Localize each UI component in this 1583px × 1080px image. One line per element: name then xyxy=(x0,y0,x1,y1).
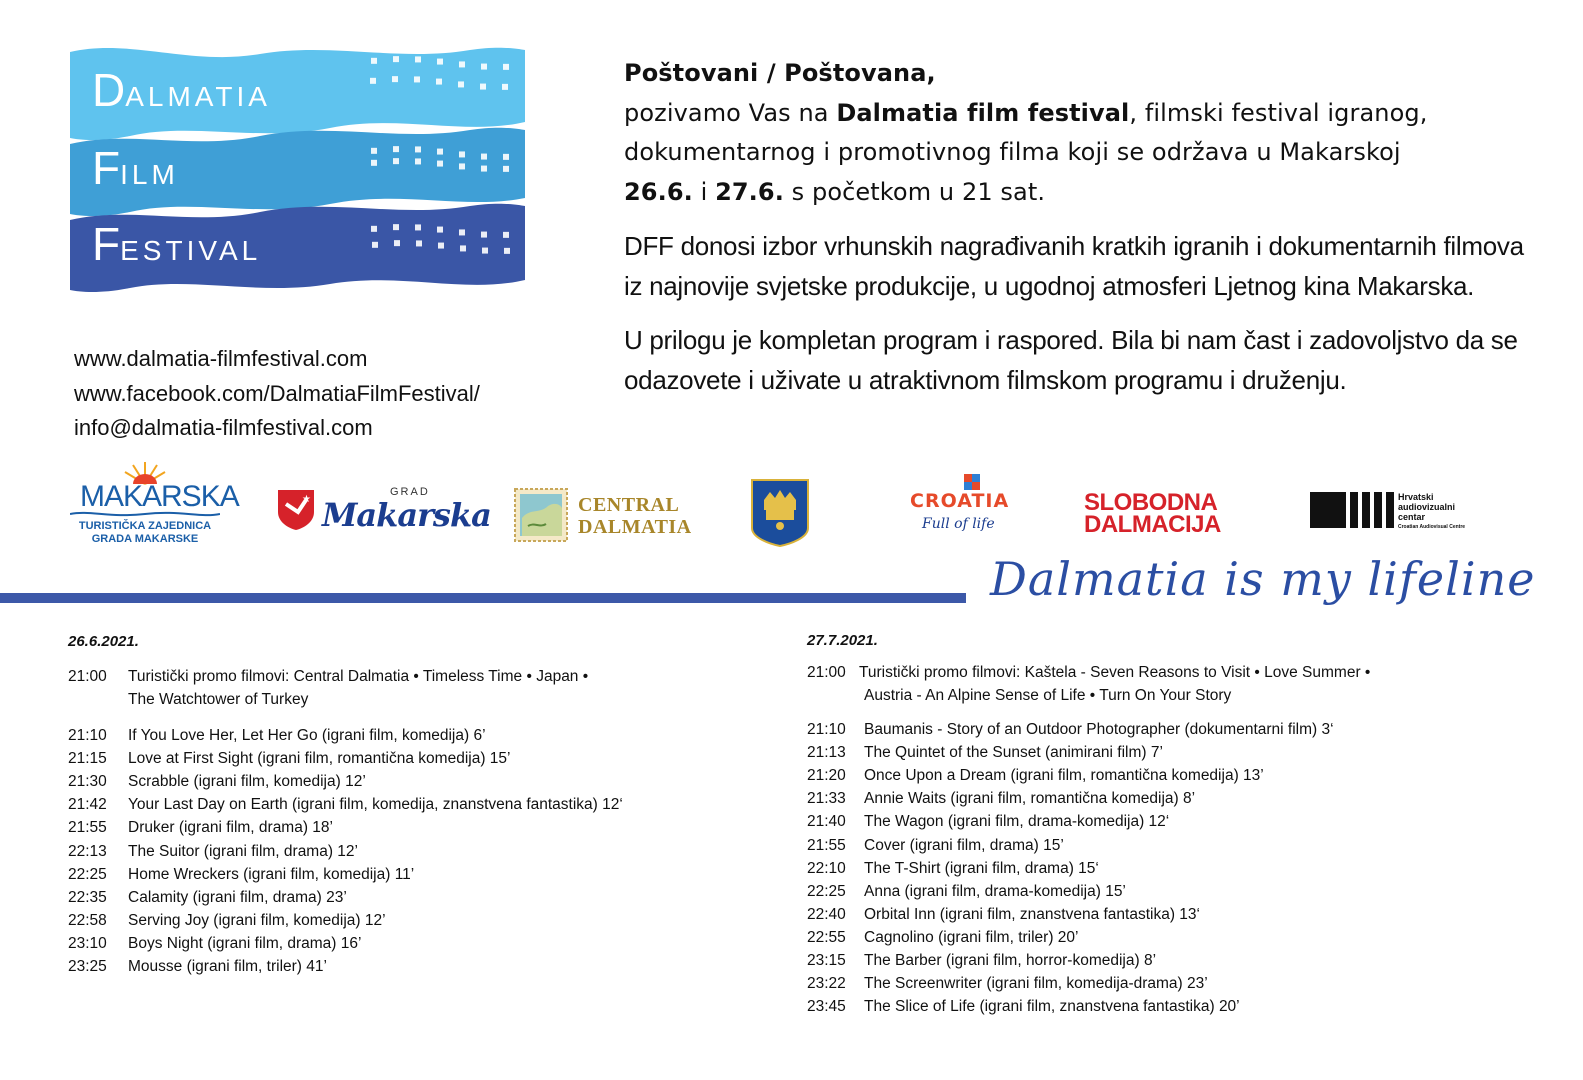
day2-intro-line1: Turistički promo filmovi: Kaštela - Seven Reasons to Visit • Love Summer • xyxy=(859,664,1371,681)
makarska-tz-sub1: TURISTIČKA ZAJEDNICA xyxy=(78,520,212,532)
svg-text:★: ★ xyxy=(302,494,311,505)
croatia-name: CROATIA xyxy=(910,490,1010,512)
central-line2: DALMATIA xyxy=(578,516,692,538)
p1-and: i xyxy=(692,177,716,206)
schedule-day-2 xyxy=(807,0,1567,1080)
day2-film-time: 21:10 xyxy=(807,721,846,738)
day1-film-title: Love at First Sight (igrani film, romantična komedija) 15’ xyxy=(128,750,511,768)
day2-film-title: The Screenwriter (igrani film, komedija-drama) 23’ xyxy=(864,975,1208,993)
day2-film-time: 23:22 xyxy=(807,975,846,993)
day1-film-title: If You Love Her, Let Her Go (igrani film, komedija) 6’ xyxy=(128,727,486,744)
day1-film-time: 21:15 xyxy=(68,750,107,768)
day2-film-time: 23:45 xyxy=(807,998,846,1016)
day1-film-title: Scrabble (igrani film, komedija) 12’ xyxy=(128,773,366,791)
logo-line1: DALMATIA xyxy=(92,64,271,116)
day1-film-title: Your Last Day on Earth (igrani film, komedija, znanstvena fantastika) 12‘ xyxy=(128,796,623,814)
day1-intro-line2: The Watchtower of Turkey xyxy=(128,691,309,708)
day1-film-title: Mousse (igrani film, triler) 41’ xyxy=(128,958,327,975)
hac-line4: Croatian Audiovisual Centre xyxy=(1398,524,1466,530)
day1-intro-line1: Turistički promo filmovi: Central Dalmatia • Timeless Time • Japan • xyxy=(128,668,589,685)
day1-film-time: 22:13 xyxy=(68,842,107,860)
day1-film-title: Serving Joy (igrani film, komedija) 12’ xyxy=(128,911,386,929)
p1-end: s početkom u 21 sat. xyxy=(783,177,1046,206)
day2-film-time: 21:20 xyxy=(807,767,846,785)
day1-film-title: Home Wreckers (igrani film, komedija) 11’ xyxy=(128,865,415,883)
day2-film-time: 22:40 xyxy=(807,905,846,923)
day1-film-time: 23:25 xyxy=(68,958,107,975)
makarska-tz-title: MAKARSKA xyxy=(80,480,239,513)
festival-name: Dalmatia film festival xyxy=(836,98,1130,127)
invitation-paragraph-3: U prilogu je kompletan program i raspored. Bila bi nam čast i zadovoljstvo da se odazovete i uživate u atraktivnom filmskom programu i druženju. xyxy=(624,325,1518,395)
day1-film-title: Boys Night (igrani film, drama) 16’ xyxy=(128,934,362,952)
p1-line2: dokumentarnog i promotivnog filma koji se održava u Makarskoj xyxy=(624,138,1401,166)
day2-film-time: 22:10 xyxy=(807,859,846,877)
day2-film-title: The Slice of Life (igrani film, znanstvena fantastika) 20’ xyxy=(864,998,1240,1016)
day2-film-time: 21:33 xyxy=(807,790,846,808)
day1-film-time: 23:10 xyxy=(68,934,107,952)
invitation-paragraph-2: DFF donosi izbor vrhunskih nagrađivanih kratkih igranih i dokumentarnih filmova iz najnovije svjetske produkcije, u ugodnoj atmosferi Ljetnog kina Makarska. xyxy=(624,231,1524,301)
hac-line2: audiovizualni xyxy=(1398,502,1456,512)
day2-film-time: 22:55 xyxy=(807,928,846,946)
day2-film-time: 23:15 xyxy=(807,952,846,969)
day2-film-title: The T-Shirt (igrani film, drama) 15‘ xyxy=(864,859,1099,877)
day2-film-title: Cagnolino (igrani film, triler) 20’ xyxy=(864,928,1079,946)
facebook-link[interactable]: www.facebook.com/DalmatiaFilmFestival/ xyxy=(74,380,480,406)
day2-film-time: 21:55 xyxy=(807,836,846,854)
day2-intro-time: 21:00 xyxy=(807,664,846,681)
day1-film-time: 22:25 xyxy=(68,865,107,883)
logo-line2: FILM xyxy=(92,142,179,194)
hac-line3: centar xyxy=(1398,512,1426,522)
hac-line1: Hrvatski xyxy=(1398,492,1434,502)
day1-intro-time: 21:00 xyxy=(68,668,107,685)
day2-date: 27.7.2021. xyxy=(807,632,878,649)
grad-small: GRAD xyxy=(390,486,430,498)
greeting: Poštovani / Poštovana, xyxy=(624,59,936,87)
day2-film-title: The Wagon (igrani film, drama-komedija) 12‘ xyxy=(864,813,1170,831)
website-link[interactable]: www.dalmatia-filmfestival.com xyxy=(74,346,368,371)
day2-film-title: Once Upon a Dream (igrani film, romantična komedija) 13’ xyxy=(864,767,1264,785)
day1-film-title: Druker (igrani film, drama) 18’ xyxy=(128,819,333,837)
day1-film-time: 21:10 xyxy=(68,727,107,744)
day2-film-time: 22:25 xyxy=(807,882,846,900)
day1-film-time: 21:55 xyxy=(68,819,107,837)
day2-film-title: The Quintet of the Sunset (animirani film) 7’ xyxy=(864,744,1163,762)
day1-film-time: 22:58 xyxy=(68,911,107,929)
central-line1: CENTRAL xyxy=(578,494,680,516)
day2-film-title: Annie Waits (igrani film, romantična komedija) 8’ xyxy=(864,790,1196,808)
date-2: 27.6. xyxy=(715,177,784,206)
day2-film-title: Anna (igrani film, drama-komedija) 15’ xyxy=(864,882,1126,900)
slobodna-line2: DALMACIJA xyxy=(1084,511,1221,538)
day2-film-title: The Barber (igrani film, horror-komedija) 8’ xyxy=(864,952,1157,969)
day2-film-time: 21:40 xyxy=(807,813,846,831)
makarska-tz-sub2: GRADA MAKARSKE xyxy=(91,533,199,545)
day1-film-time: 22:35 xyxy=(68,888,107,906)
day1-film-title: The Suitor (igrani film, drama) 12’ xyxy=(128,842,358,860)
day2-film-title: Cover (igrani film, drama) 15’ xyxy=(864,836,1064,854)
day1-film-title: Calamity (igrani film, drama) 23’ xyxy=(128,888,347,906)
croatia-tag: Full of life xyxy=(922,516,995,532)
p1-text-a: pozivamo Vas na xyxy=(624,98,837,127)
logo-line3: FESTIVAL xyxy=(92,218,262,270)
day1-date: 26.6.2021. xyxy=(68,633,139,650)
day2-film-time: 21:13 xyxy=(807,744,846,762)
day2-film-title: Baumanis - Story of an Outdoor Photographer (dokumentarni film) 3‘ xyxy=(864,721,1334,738)
p1-text-b: , filmski festival igranog, xyxy=(1129,98,1428,127)
day2-intro-line2: Austria - An Alpine Sense of Life • Turn On Your Story xyxy=(864,687,1232,704)
day1-film-time: 21:30 xyxy=(68,773,107,791)
slobodna-line1: SLOBODNA xyxy=(1084,489,1218,516)
schedule-day-1 xyxy=(68,0,768,1080)
day1-film-time: 21:42 xyxy=(68,796,107,814)
grad-name: Makarska xyxy=(322,496,491,534)
email-link[interactable]: info@dalmatia-filmfestival.com xyxy=(74,415,373,440)
slogan: Dalmatia is my lifeline xyxy=(990,552,1536,606)
date-1: 26.6. xyxy=(624,177,693,206)
day2-film-title: Orbital Inn (igrani film, znanstvena fantastika) 13‘ xyxy=(864,905,1200,923)
